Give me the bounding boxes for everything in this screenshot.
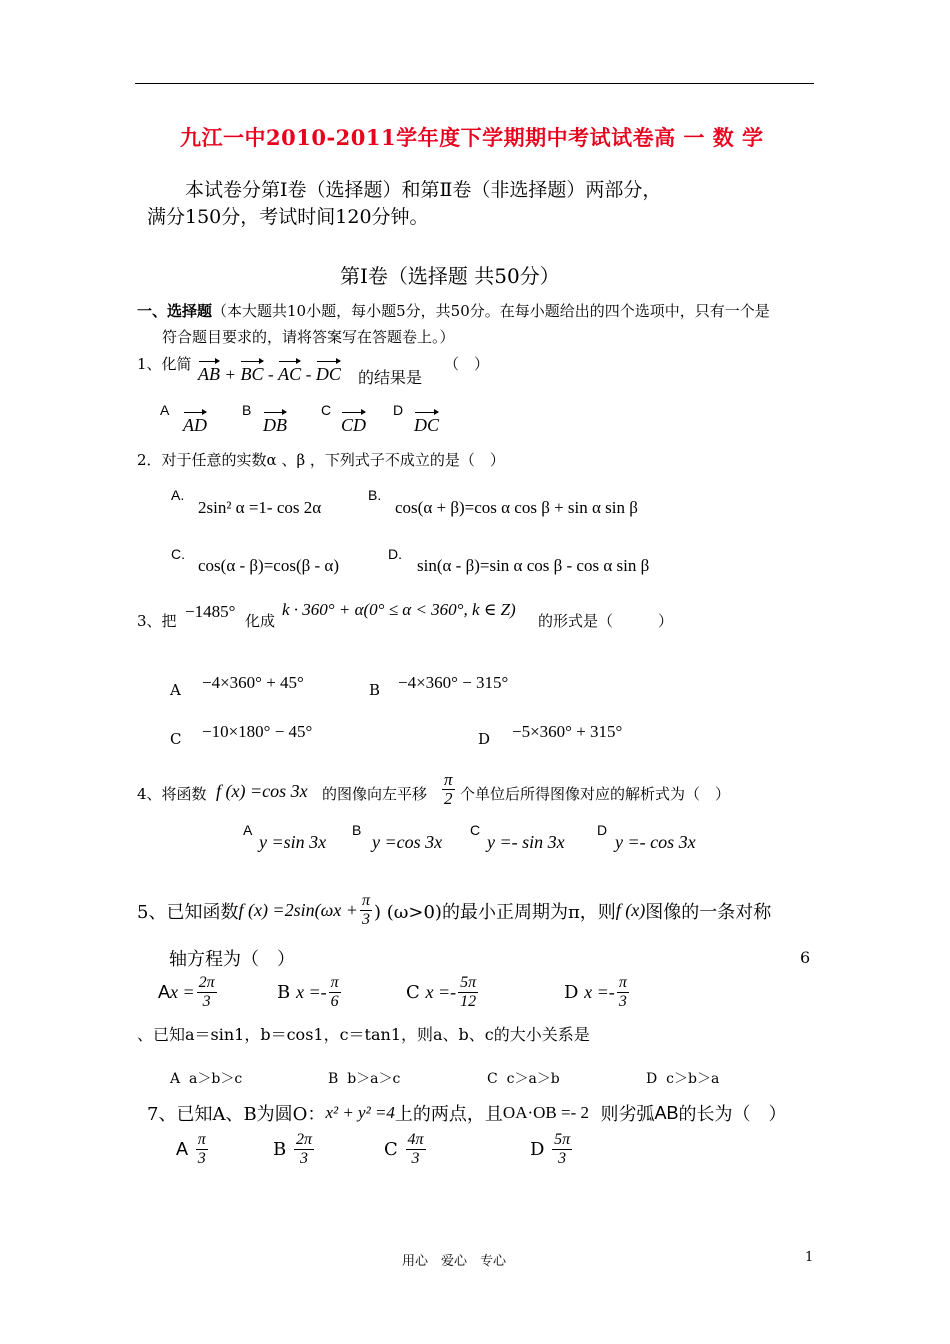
q7-option-c: [384, 1132, 428, 1167]
q7-option-b-label: B: [273, 1139, 287, 1161]
q4-option-a: y =sin 3x: [259, 832, 327, 852]
section-title: 第Ⅰ卷（选择题 共50分）: [340, 264, 560, 288]
q1-suffix: 的结果是: [358, 368, 423, 387]
q5-prefix: 5、已知函数: [137, 901, 239, 923]
q5-frac-den: 3: [361, 910, 370, 928]
intro-line-2: 满分150分，考试时间120分钟。: [147, 206, 429, 228]
q1-option-c-label: C: [321, 402, 332, 418]
q5-option-c-den: 12: [460, 992, 477, 1010]
q5-stem: [137, 893, 771, 928]
q5-option-c-label: C: [406, 982, 420, 1004]
q1-vector-ab: AB: [198, 364, 220, 384]
q5-option-a-num: 2π: [198, 974, 215, 991]
q5-option-a: [158, 975, 219, 1010]
q1-expression: [198, 364, 341, 385]
q3-option-d: −5×360° + 315°: [512, 722, 623, 741]
q5-frac-num: π: [361, 892, 370, 909]
q5-option-d: [564, 975, 631, 1010]
q7-stem: [147, 1100, 786, 1126]
q2-option-a: 2sin² α =1- cos 2α: [198, 498, 322, 517]
q4-frac-den: 2: [444, 788, 453, 808]
q7-prefix: 7、已知A、B为圆O：: [147, 1104, 326, 1125]
q5-option-b-num: π: [330, 974, 339, 991]
q5-line2: 轴方程为（ ）: [169, 949, 295, 970]
q5-option-b-den: 6: [330, 992, 339, 1010]
q7-option-c-label: C: [384, 1139, 398, 1161]
q6-option-d-label: D: [646, 1071, 658, 1087]
q3-option-b: −4×360° − 315°: [398, 673, 509, 692]
q4-option-d-label: D: [597, 822, 608, 838]
q2-option-d: sin(α - β)=sin α cos β - cos α sin β: [417, 556, 650, 575]
q5-option-a-label: A: [158, 982, 171, 1003]
q6-stem: 、已知a＝sin1，b＝cos1，c＝tan1，则a、b、c的大小关系是: [137, 1025, 590, 1044]
q1-option-b: DB: [263, 415, 287, 435]
q7-mid: 上的两点，且: [394, 1104, 503, 1125]
q6-option-d-text: c＞b＞a: [666, 1071, 720, 1087]
q4-option-c-label: C: [470, 822, 481, 838]
q4-suffix: 个单位后所得图像对应的解析式为（ ）: [460, 785, 731, 803]
q3-option-b-label: B: [369, 681, 381, 699]
q2-option-a-label: A.: [171, 487, 185, 503]
q7-option-c-num: 4π: [407, 1131, 424, 1148]
q4-option-d: y =- cos 3x: [615, 832, 696, 852]
q5-option-c-lhs: x =-: [425, 982, 457, 1003]
part1-heading-rest: （本大题共10小题，每小题5分，共50分。在每小题给出的四个选项中，只有一个是: [212, 302, 770, 320]
q7-option-c-den: 3: [411, 1149, 420, 1167]
q5-option-b-label: B: [277, 982, 291, 1004]
q1-prefix: 1、化简: [137, 355, 192, 373]
q4-mid: 的图像向左平移: [322, 785, 428, 803]
q3-option-a-label: A: [170, 681, 181, 699]
q3-option-a: −4×360° + 45°: [202, 673, 304, 692]
q7-option-d-den: 3: [558, 1149, 567, 1167]
q2-stem: 2．对于任意的实数α 、β ，下列式子不成立的是（ ）: [137, 451, 505, 469]
q5-option-c: [406, 975, 480, 1010]
q4-frac-num: π: [444, 770, 453, 789]
q6-option-d: [646, 1068, 719, 1088]
q5-after: ) (ω>0)的最小正周期为π，则: [373, 901, 616, 923]
q7-circle-equation: x² + y² =4: [325, 1103, 395, 1122]
q3-option-d-label: D: [478, 730, 491, 748]
q2-option-d-label: D.: [388, 546, 402, 562]
q7-option-b: [273, 1132, 316, 1167]
q1-answer-paren: （ ）: [444, 355, 490, 373]
q3-angle: −1485°: [185, 602, 236, 621]
q7-option-a-den: 3: [197, 1149, 206, 1167]
header-rule: [135, 83, 814, 84]
q3-suffix: 的形式是（ ）: [538, 612, 674, 630]
q1-option-a-label: A: [160, 402, 170, 418]
q7-option-d-label: D: [530, 1139, 545, 1161]
q7-option-d: [530, 1132, 574, 1167]
q3-form: k · 360° + α(0° ≤ α < 360°, k ∈ Z): [282, 600, 516, 619]
q5-option-b-lhs: x =-: [295, 982, 327, 1003]
q5-suffix: 图像的一条对称: [645, 901, 772, 923]
footer-motto: 用心 爱心 专心: [402, 1254, 507, 1269]
q1-vector-bc: BC: [240, 364, 264, 384]
q4-prefix: 4、将函数: [137, 785, 207, 803]
q6-option-b-text: b＞a＞c: [347, 1071, 401, 1087]
part1-heading-bold: 一、选择题: [137, 302, 213, 320]
q5-option-a-den: 3: [202, 992, 211, 1010]
q5-function: f (x) =2sin(ωx +: [238, 900, 358, 921]
q7-suffix: 则劣弧: [600, 1104, 655, 1125]
q1-option-b-label: B: [242, 402, 252, 418]
q6-option-a: [170, 1068, 242, 1088]
q1-op-minus-2: -: [305, 365, 312, 384]
intro-line-1: 本试卷分第Ⅰ卷（选择题）和第Ⅱ卷（非选择题）两部分，: [185, 179, 662, 201]
q5-option-a-lhs: x =: [170, 982, 195, 1003]
q1-option-d: DC: [414, 415, 440, 435]
q1-option-c: CD: [341, 415, 367, 435]
q1-option-a: AD: [183, 415, 207, 435]
q3-mid: 化成: [245, 612, 276, 630]
part1-heading-line2: 符合题目要求的，请将答案写在答题卷上。）: [162, 328, 455, 346]
q6-option-c-text: c＞a＞b: [506, 1071, 560, 1087]
q4-shift-fraction: [440, 771, 457, 809]
q5-option-d-num: π: [618, 974, 627, 991]
q5-option-d-den: 3: [618, 992, 627, 1010]
q3-option-c-label: C: [170, 730, 182, 748]
q7-option-a-label: A: [176, 1139, 189, 1160]
q2-option-c: cos(α - β)=cos(β - α): [198, 556, 339, 575]
q5-option-b: [277, 975, 343, 1010]
q1-option-d-label: D: [393, 402, 404, 418]
q2-option-b: cos(α + β)=cos α cos β + sin α sin β: [395, 498, 638, 517]
q4-option-b: y =cos 3x: [372, 832, 443, 852]
q7-arc: AB: [654, 1102, 679, 1123]
q6-option-a-text: a＞b＞c: [189, 1071, 243, 1087]
q1-op-minus-1: -: [268, 365, 274, 384]
exam-title: 九江一中2010-2011学年度下学期期中考试试卷高 一 数 学: [180, 125, 764, 150]
q6-option-a-label: A: [170, 1071, 181, 1087]
q7-dot-product: OA·OB =- 2: [502, 1103, 590, 1122]
q2-option-c-label: C.: [171, 546, 185, 562]
q3-option-c: −10×180° − 45°: [202, 722, 313, 741]
page-number: 1: [805, 1250, 814, 1265]
q7-end: 的长为（ ）: [678, 1104, 787, 1125]
q4-option-c: y =- sin 3x: [487, 832, 565, 852]
q7-option-d-num: 5π: [554, 1131, 571, 1148]
q6-option-c: [487, 1068, 560, 1088]
q5-fx: f (x): [615, 900, 646, 921]
q4-option-a-label: A: [243, 822, 253, 838]
q2-option-b-label: B.: [368, 487, 382, 503]
q7-option-a-num: π: [197, 1131, 206, 1148]
q6-option-c-label: C: [487, 1071, 498, 1087]
q5-option-c-num: 5π: [460, 974, 477, 991]
q5-option-d-label: D: [564, 982, 579, 1004]
q7-option-b-den: 3: [299, 1149, 308, 1167]
q3-prefix: 3、把: [137, 612, 177, 630]
q1-vector-ac: AC: [278, 364, 302, 384]
q7-option-b-num: 2π: [295, 1131, 312, 1148]
q4-option-b-label: B: [352, 822, 362, 838]
q7-option-a: [176, 1132, 210, 1167]
part1-heading: [137, 300, 770, 321]
q5-option-d-lhs: x =-: [584, 982, 615, 1003]
q1-vector-dc: DC: [315, 364, 341, 384]
q6-number: 6: [800, 948, 811, 967]
q1-op-plus: +: [224, 365, 236, 384]
q4-function: f (x) =cos 3x: [216, 781, 308, 801]
q6-option-b-label: B: [328, 1071, 339, 1087]
q6-option-b: [328, 1068, 400, 1088]
